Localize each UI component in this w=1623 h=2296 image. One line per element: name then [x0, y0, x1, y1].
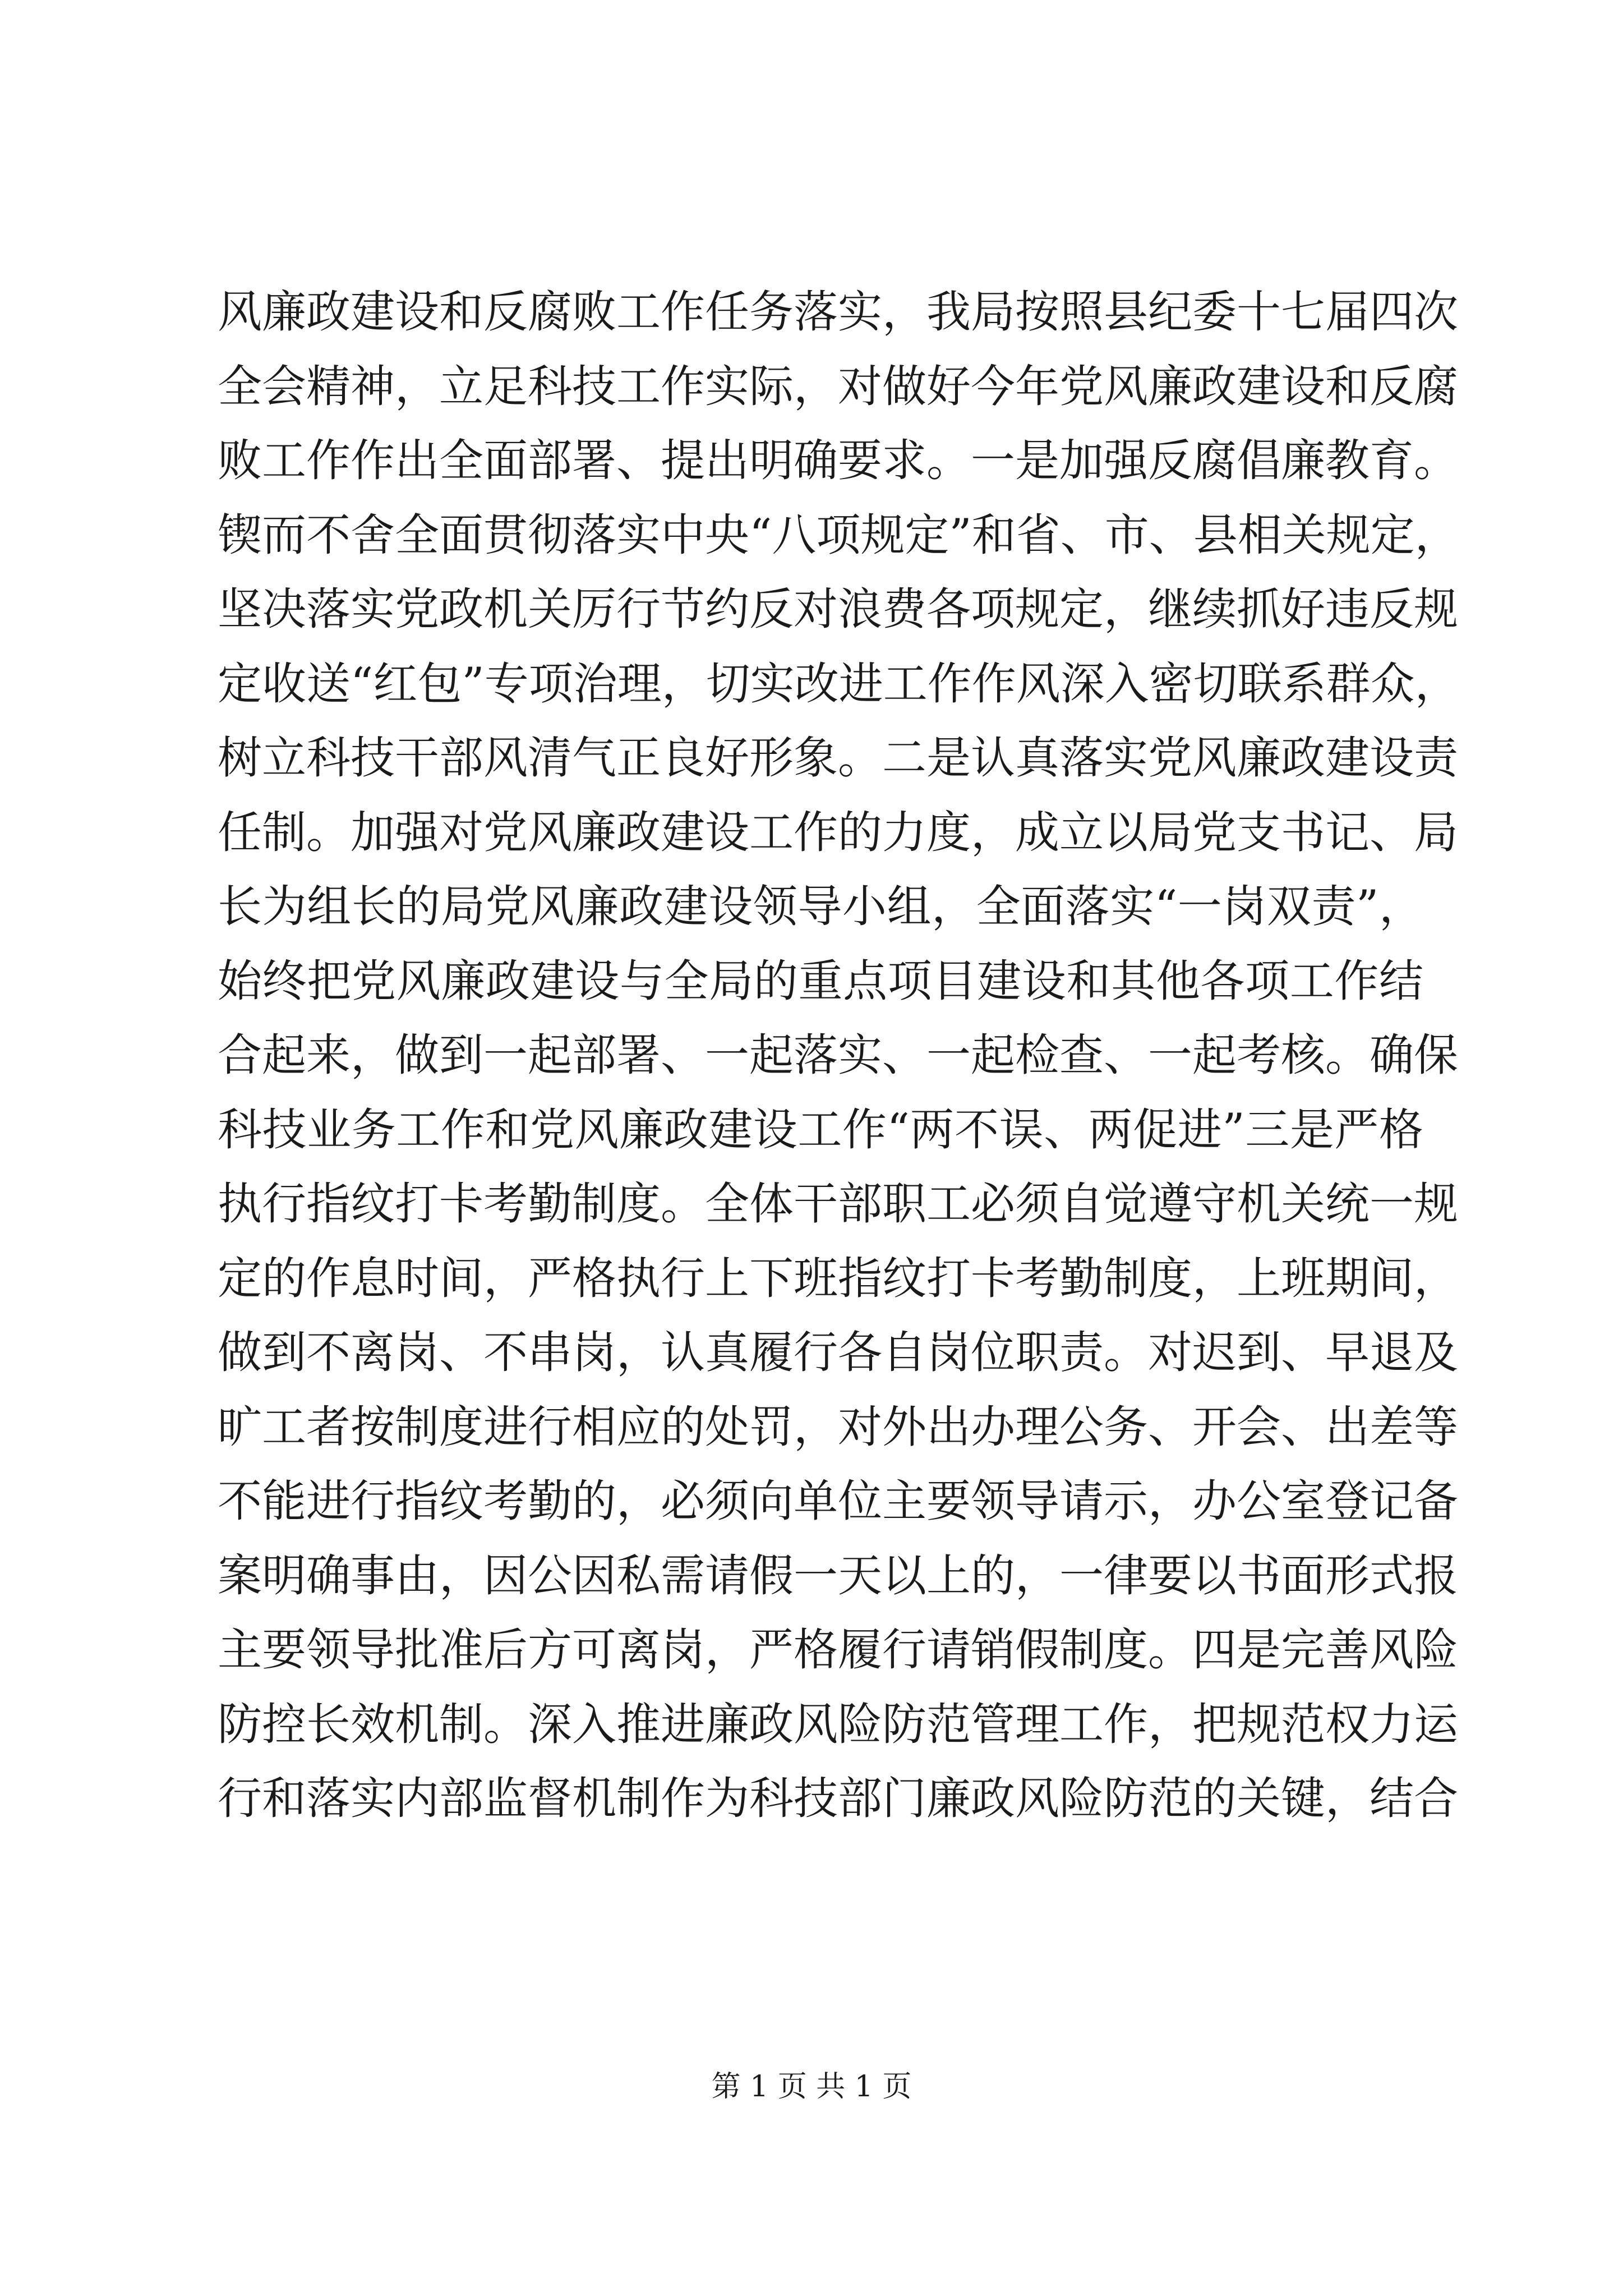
text-line: 防控长效机制。深入推进廉政风险防范管理工作，把规范权力运 [218, 1698, 1458, 1750]
text-line: 执行指纹打卡考勤制度。全体干部职工必须自觉遵守机关统一规 [218, 1178, 1458, 1230]
text-line: 合起来，做到一起部署、一起落实、一起检查、一起考核。确保 [218, 1029, 1458, 1081]
text-line: 全会精神，立足科技工作实际，对做好今年党风廉政建设和反腐 [218, 360, 1458, 412]
page-number: 第 1 页 共 1 页 [711, 2070, 912, 2104]
text-line: 案明确事由，因公因私需请假一天以上的，一律要以书面形式报 [218, 1549, 1458, 1602]
body-text [218, 275, 1459, 1836]
text-line: 长为组长的局党风廉政建设领导小组，全面落实“一岗双责”， [218, 881, 1423, 932]
text-line: 始终把党风廉政建设与全局的重点项目建设和其他各项工作结 [218, 955, 1423, 1007]
text-line: 科技业务工作和党风廉政建设工作“两不误、两促进”三是严格 [218, 1103, 1423, 1156]
text-line: 行和落实内部监督机制作为科技部门廉政风险防范的关键，结合 [218, 1773, 1458, 1824]
text-line: 风廉政建设和反腐败工作任务落实，我局按照县纪委十七届四次 [218, 286, 1458, 338]
text-line: 做到不离岗、不串岗，认真履行各自岗位职责。对迟到、早退及 [218, 1327, 1458, 1378]
page-footer [0, 2069, 1623, 2105]
text-line: 不能进行指纹考勤的，必须向单位主要领导请示，办公室登记备 [218, 1475, 1458, 1527]
text-line: 树立科技干部风清气正良好形象。二是认真落实党风廉政建设责 [218, 732, 1458, 784]
text-line: 旷工者按制度进行相应的处罚，对外出办理公务、开会、出差等 [218, 1401, 1458, 1453]
text-line: 定收送“红包”专项治理，切实改进工作作风深入密切联系群众， [218, 657, 1459, 710]
text-line: 定的作息时间，严格执行上下班指纹打卡考勤制度，上班期间， [218, 1252, 1458, 1304]
text-line: 坚决落实党政机关厉行节约反对浪费各项规定，继续抓好违反规 [218, 583, 1458, 635]
text-line: 主要领导批准后方可离岗，严格履行请销假制度。四是完善风险 [218, 1624, 1458, 1676]
text-line: 锲而不舍全面贯彻落实中央“八项规定”和省、市、县相关规定， [218, 509, 1459, 561]
text-line: 败工作作出全面部署、提出明确要求。一是加强反腐倡廉教育。 [218, 435, 1458, 486]
text-line: 任制。加强对党风廉政建设工作的力度，成立以局党支书记、局 [218, 806, 1458, 858]
